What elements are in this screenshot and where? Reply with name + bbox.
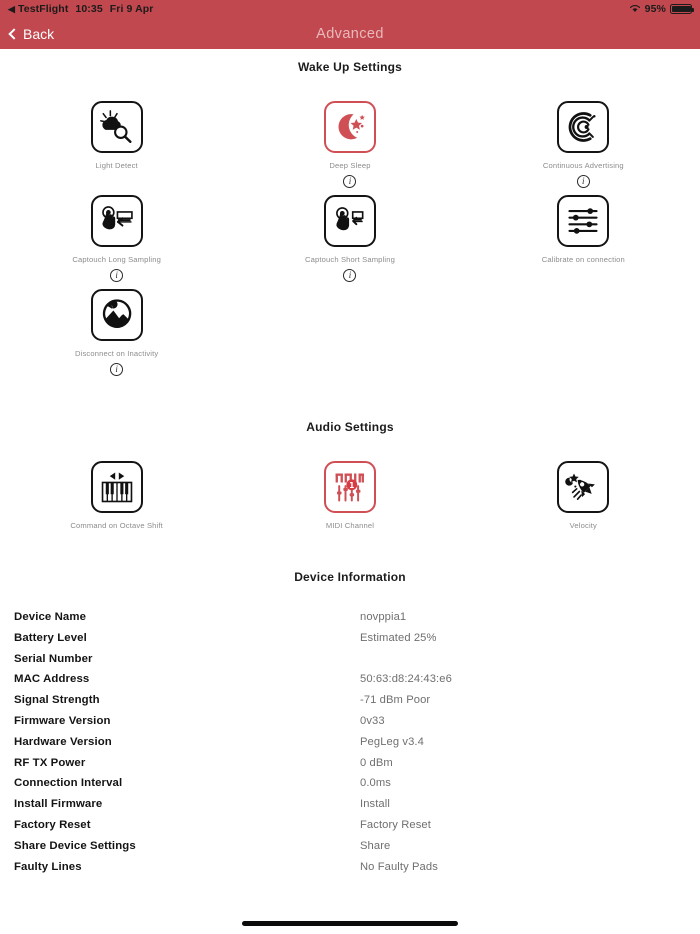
tile-label: Command on Octave Shift (70, 521, 163, 530)
device-information-table (0, 611, 700, 881)
midi-badge-count: 1 (349, 480, 355, 490)
info-icon[interactable]: i (110, 269, 123, 282)
info-row[interactable] (14, 611, 686, 632)
section-title-device-information: Device Information (294, 570, 406, 584)
tile-label: Calibrate on connection (541, 255, 625, 264)
info-row[interactable] (14, 757, 686, 778)
info-row-value: 0.0ms (360, 777, 391, 790)
info-row-key: Connection Interval (14, 777, 123, 790)
tile-label: Velocity (569, 521, 597, 530)
tile-light-detect[interactable] (22, 101, 212, 188)
info-icon[interactable]: i (577, 175, 590, 188)
battery-percent-label: 95% (644, 3, 666, 15)
tile-label: MIDI Channel (325, 521, 375, 530)
chevron-left-icon (8, 28, 19, 39)
info-row-key: Faulty Lines (14, 860, 82, 873)
info-row[interactable] (14, 694, 686, 715)
wifi-icon (629, 3, 641, 16)
tile-velocity[interactable] (488, 461, 678, 530)
info-row[interactable] (14, 798, 686, 819)
midi-channel-icon (324, 461, 376, 513)
info-icon[interactable]: i (343, 175, 356, 188)
info-row-value: -71 dBm Poor (360, 694, 431, 707)
back-button[interactable] (10, 26, 54, 42)
captouch-long-icon (91, 195, 143, 247)
info-row-key: Signal Strength (14, 694, 100, 707)
info-icon[interactable]: i (110, 363, 123, 376)
tile-continuous-advertising[interactable] (488, 101, 678, 188)
info-row[interactable] (14, 653, 686, 674)
tile-calibrate-on-connection[interactable] (488, 195, 678, 282)
tile-disconnect-on-inactivity[interactable] (22, 289, 212, 376)
info-row-key: MAC Address (14, 673, 90, 686)
device-information-section (0, 570, 700, 881)
back-app-name[interactable]: TestFlight (18, 3, 69, 15)
info-row-value: Share (360, 839, 391, 852)
status-time: 10:35 (75, 3, 103, 15)
home-indicator (242, 921, 458, 926)
info-row-key: Factory Reset (14, 818, 91, 831)
tile-command-on-octave-shift[interactable] (22, 461, 212, 530)
info-row-key: Firmware Version (14, 714, 111, 727)
info-row-key: RF TX Power (14, 756, 86, 769)
info-row-value: 0v33 (360, 714, 385, 727)
info-row[interactable] (14, 715, 686, 736)
info-row-key: Serial Number (14, 652, 93, 665)
status-bar-right (629, 3, 692, 16)
back-button-label: Back (23, 25, 55, 42)
section-title-wake-up: Wake Up Settings (297, 60, 403, 74)
info-icon[interactable]: i (343, 269, 356, 282)
info-row-key: Hardware Version (14, 735, 112, 748)
info-row-value: 0 dBm (360, 756, 393, 769)
info-row[interactable] (14, 673, 686, 694)
light-detect-icon (91, 101, 143, 153)
captouch-short-icon (324, 195, 376, 247)
info-row[interactable] (14, 819, 686, 840)
info-row-key: Install Firmware (14, 798, 103, 811)
status-bar (0, 0, 700, 18)
info-row[interactable] (14, 840, 686, 861)
status-date: Fri 9 Apr (109, 3, 154, 15)
info-row-value: novppia1 (360, 611, 407, 623)
tile-captouch-long-sampling[interactable] (22, 195, 212, 282)
info-row[interactable] (14, 861, 686, 882)
broadcast-waves-icon (557, 101, 609, 153)
tile-label: Continuous Advertising (542, 161, 624, 170)
tile-captouch-short-sampling[interactable] (255, 195, 445, 282)
disconnect-inactivity-icon (91, 289, 143, 341)
content-scroll-area[interactable] (0, 49, 700, 934)
info-row-key: Battery Level (14, 631, 87, 644)
wake-up-tile-row-1 (0, 101, 700, 188)
info-row-value: Install (360, 798, 390, 811)
info-row-value: 50:63:d8:24:43:e6 (360, 673, 452, 686)
info-row[interactable] (14, 632, 686, 653)
status-bar-left (8, 3, 153, 15)
tile-label: Disconnect on Inactivity (74, 349, 159, 358)
wake-up-settings-section (0, 49, 700, 376)
tile-label: Captouch Short Sampling (304, 255, 395, 264)
tile-label: Captouch Long Sampling (72, 255, 161, 264)
section-title-audio: Audio Settings (306, 420, 394, 434)
info-row-value: PegLeg v3.4 (360, 735, 424, 748)
info-row[interactable] (14, 736, 686, 757)
info-row[interactable] (14, 777, 686, 798)
tile-deep-sleep[interactable] (255, 101, 445, 188)
piano-octave-icon (91, 461, 143, 513)
deep-sleep-moon-icon (324, 101, 376, 153)
nav-bar (0, 18, 700, 49)
tile-label: Light Detect (95, 161, 138, 170)
wake-up-tile-row-3 (0, 289, 700, 376)
rocket-icon (557, 461, 609, 513)
page-title: Advanced (316, 25, 384, 42)
wake-up-tile-row-2 (0, 195, 700, 282)
back-app-arrow-icon: ◀ (8, 3, 16, 14)
audio-settings-section (0, 420, 700, 530)
info-row-key: Share Device Settings (14, 839, 136, 852)
info-row-key: Device Name (14, 611, 87, 623)
battery-icon (670, 4, 692, 14)
audio-tile-row-1 (0, 461, 700, 530)
sliders-icon (557, 195, 609, 247)
info-row-value: Estimated 25% (360, 631, 437, 644)
tile-midi-channel[interactable] (255, 461, 445, 530)
info-row-value: No Faulty Pads (360, 860, 438, 873)
info-row-value: Factory Reset (360, 818, 431, 831)
tile-label: Deep Sleep (329, 161, 371, 170)
